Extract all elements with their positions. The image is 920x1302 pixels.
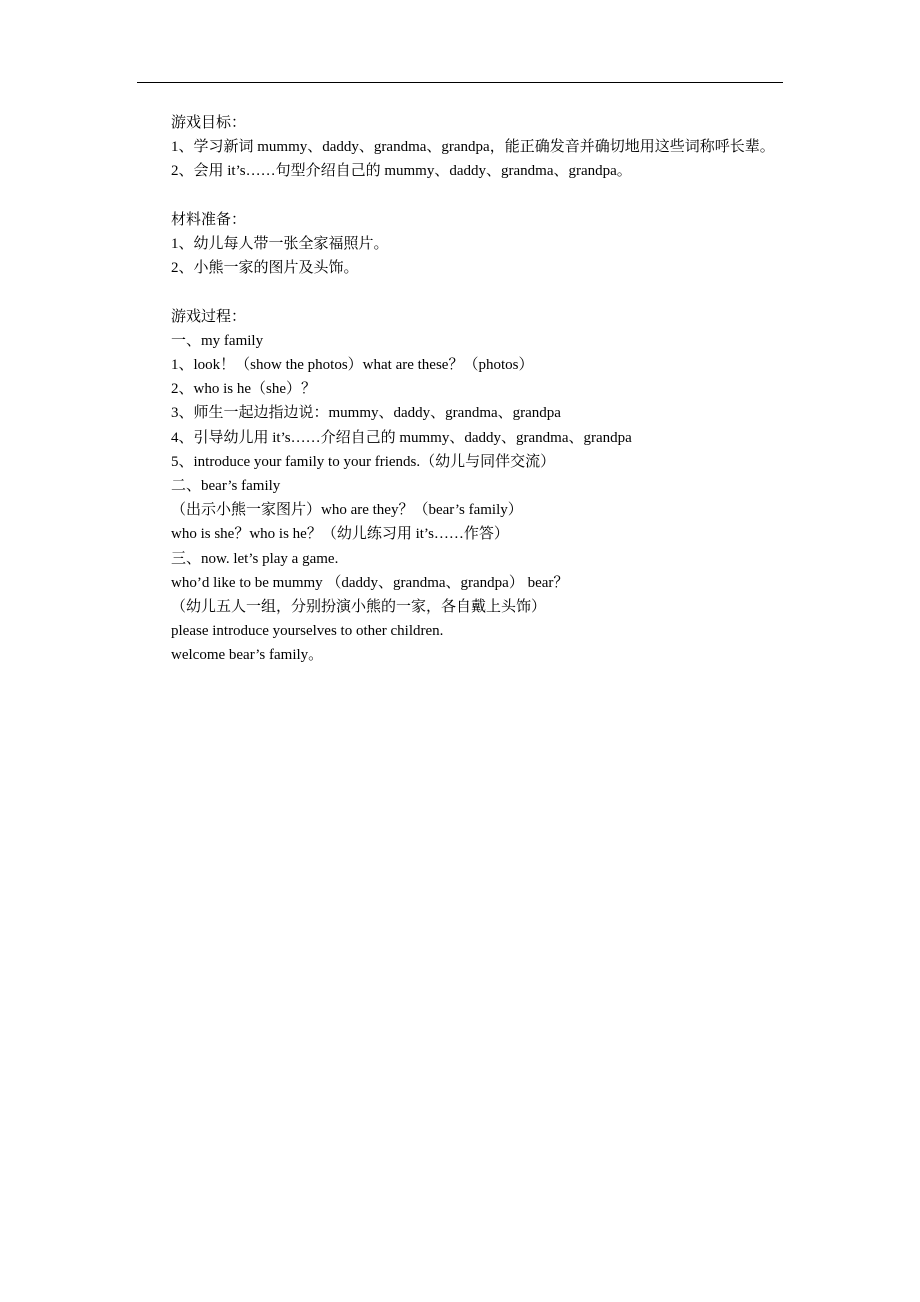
process-line: （出示小熊一家图片）who are they？（bear’s family） — [171, 502, 523, 519]
process-line: 5、introduce your family to your friends.（幼儿与同伴交流） — [171, 453, 556, 470]
process-title: 游戏过程： — [171, 308, 247, 325]
process-line: 2、who is he（she）？ — [171, 381, 316, 398]
process-line: 二、bear’s family — [171, 478, 281, 495]
process-line: 3、师生一起边指边说：mummy、daddy、grandma、grandpa — [171, 405, 561, 422]
document-body — [139, 111, 785, 668]
materials-title: 材料准备： — [171, 211, 247, 228]
header-rule — [137, 82, 783, 83]
materials-item-1: 1、幼儿每人带一张全家福照片。 — [171, 236, 389, 252]
process-line: please introduce yourselves to other children. — [171, 623, 444, 640]
process-line: 4、引导幼儿用 it’s……介绍自己的 mummy、daddy、grandma、grandpa — [171, 429, 632, 446]
goals-item-1: 1、学习新词 mummy、daddy、grandma、grandpa，能正确发音并确切地用这些词称呼长辈。 — [171, 139, 775, 156]
process-line: who is she？who is he？（幼儿练习用 it’s……作答） — [171, 526, 509, 543]
goals-item-2: 2、会用 it’s……句型介绍自己的 mummy、daddy、grandma、grandpa。 — [171, 163, 632, 180]
materials-item-2: 2、小熊一家的图片及头饰。 — [171, 260, 359, 277]
process-line: 1、look！（show the photos）what are these？（photos） — [171, 357, 534, 373]
process-line: 一、my family — [171, 332, 264, 349]
process-line: 三、now. let’s play a game. — [171, 550, 339, 567]
process-line: welcome bear’s family。 — [171, 647, 324, 664]
spacer — [139, 184, 785, 208]
goals-title: 游戏目标： — [171, 115, 247, 131]
process-line: who’d like to be mummy （daddy、grandma、grandpa） bear？ — [171, 574, 569, 591]
spacer — [139, 280, 785, 304]
process-line: （幼儿五人一组，分别扮演小熊的一家，各自戴上头饰） — [171, 599, 547, 616]
